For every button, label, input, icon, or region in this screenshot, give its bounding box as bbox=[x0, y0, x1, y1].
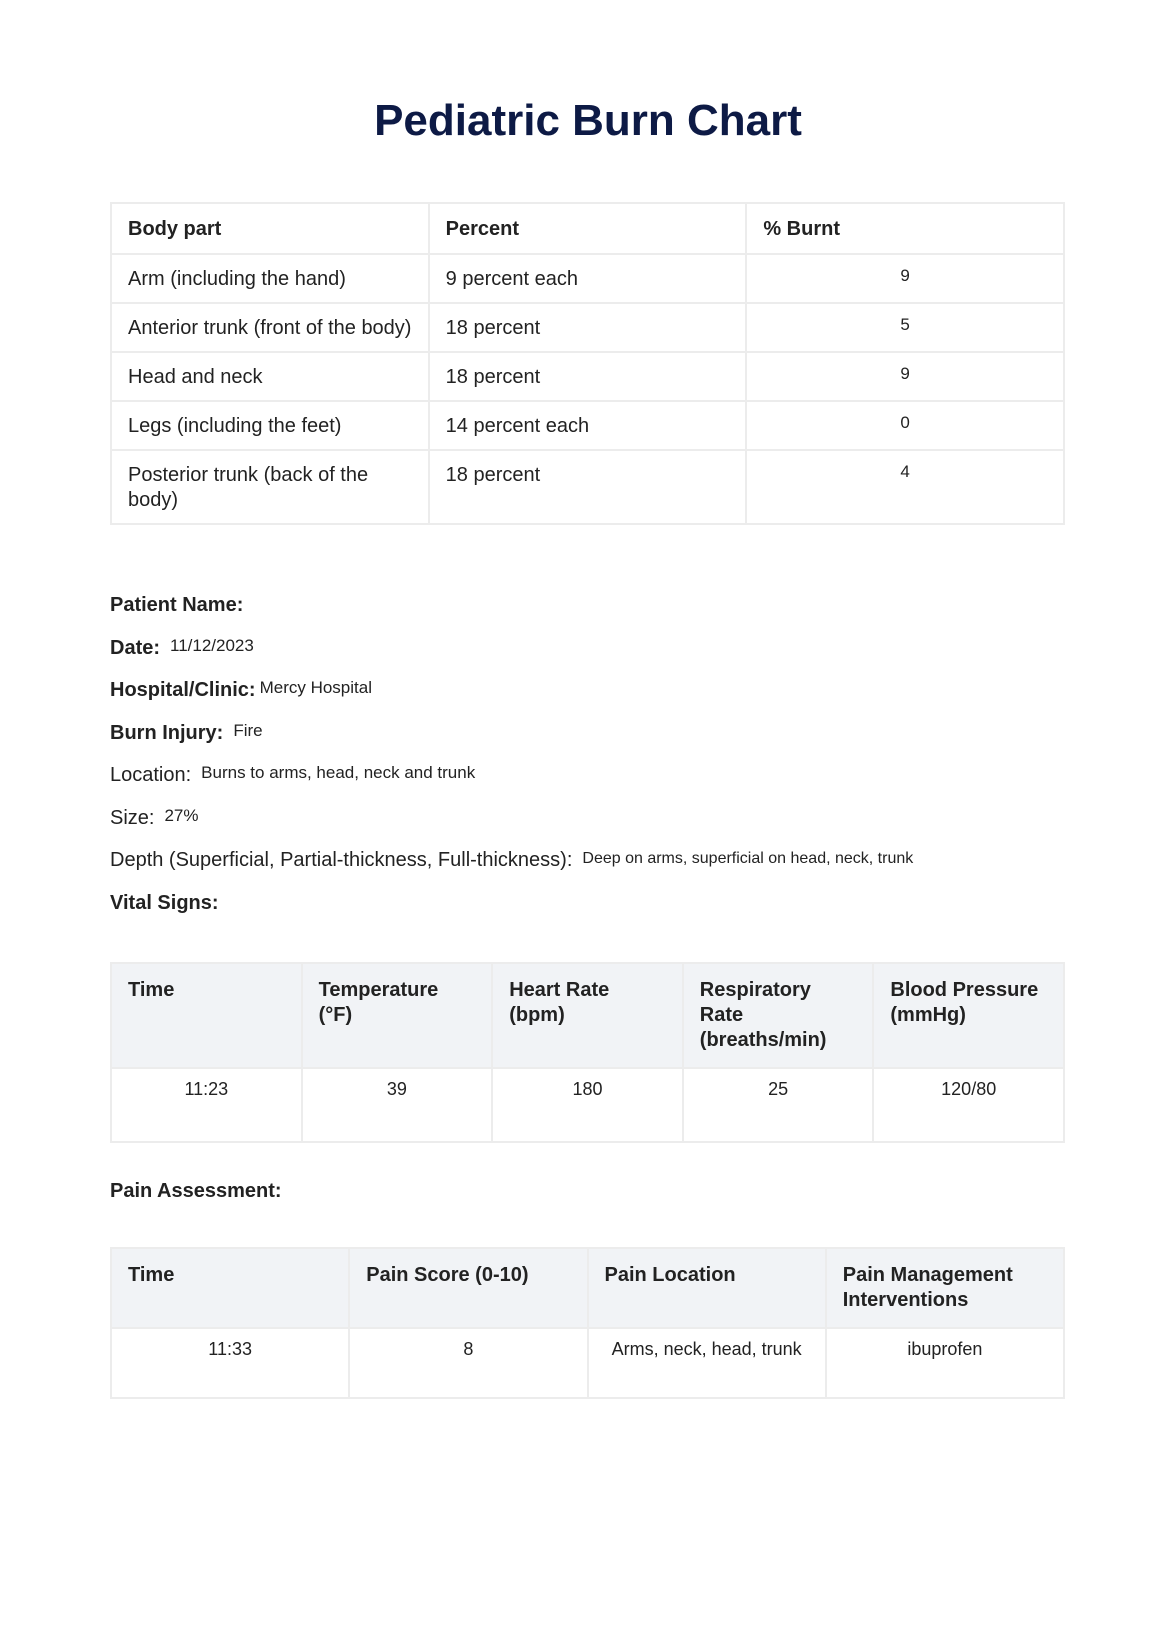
burnt-cell[interactable]: 4 bbox=[746, 450, 1064, 524]
burnt-cell[interactable]: 5 bbox=[746, 303, 1064, 352]
table-row bbox=[111, 254, 1064, 303]
vital-signs-heading: Vital Signs: bbox=[110, 891, 219, 914]
header-body-part: Body part bbox=[111, 203, 429, 254]
table-header-row bbox=[111, 963, 1064, 1068]
percent-cell: 9 percent each bbox=[429, 254, 747, 303]
field-label: Date: bbox=[110, 636, 161, 659]
field-label: Hospital/Clinic: bbox=[110, 679, 256, 701]
field-value[interactable]: Burns to arms, head, neck and trunk bbox=[201, 763, 476, 782]
field-depth bbox=[110, 849, 913, 892]
percent-cell: 18 percent bbox=[429, 352, 747, 401]
header-temperature: Temperature (°F) bbox=[302, 963, 493, 1068]
time-cell[interactable]: 11:23 bbox=[111, 1068, 302, 1142]
field-label: Size: bbox=[110, 806, 155, 829]
field-size bbox=[110, 807, 913, 850]
field-label: Location: bbox=[110, 764, 192, 786]
heart-rate-cell[interactable]: 180 bbox=[492, 1068, 683, 1142]
pain-assessment-table bbox=[110, 1247, 1065, 1399]
body-part-cell: Legs (including the feet) bbox=[111, 401, 429, 450]
field-burn-injury bbox=[110, 722, 913, 765]
time-cell[interactable]: 11:33 bbox=[111, 1328, 349, 1398]
field-value[interactable]: Fire bbox=[233, 720, 263, 740]
percent-cell: 14 percent each bbox=[429, 401, 747, 450]
blood-pressure-cell[interactable]: 120/80 bbox=[873, 1068, 1064, 1142]
table-row bbox=[111, 352, 1064, 401]
burnt-cell[interactable]: 9 bbox=[746, 352, 1064, 401]
page-title: Pediatric Burn Chart bbox=[374, 96, 802, 145]
percent-cell: 18 percent bbox=[429, 303, 747, 352]
header-heart-rate: Heart Rate (bpm) bbox=[492, 963, 683, 1068]
field-vital-signs bbox=[110, 892, 913, 935]
field-label: Patient Name: bbox=[110, 594, 244, 616]
body-part-cell: Posterior trunk (back of the body) bbox=[111, 450, 429, 524]
body-part-cell: Arm (including the hand) bbox=[111, 254, 429, 303]
header-pain-score: Pain Score (0-10) bbox=[349, 1248, 587, 1328]
field-date bbox=[110, 637, 913, 680]
body-part-table bbox=[110, 202, 1065, 525]
header-percent: Percent bbox=[429, 203, 747, 254]
pain-assessment-heading: Pain Assessment: bbox=[110, 1180, 282, 1202]
header-burnt: % Burnt bbox=[746, 203, 1064, 254]
table-row bbox=[111, 1328, 1064, 1398]
patient-fields bbox=[110, 594, 913, 934]
field-value[interactable]: Mercy Hospital bbox=[259, 678, 372, 697]
field-label: Depth (Superficial, Partial-thickness, Full-thickness): bbox=[110, 849, 573, 871]
field-value[interactable]: 27% bbox=[164, 805, 199, 825]
header-blood-pressure: Blood Pressure (mmHg) bbox=[873, 963, 1064, 1068]
table-row bbox=[111, 401, 1064, 450]
burnt-cell[interactable]: 9 bbox=[746, 254, 1064, 303]
table-header-row bbox=[111, 203, 1064, 254]
pain-location-cell[interactable]: Arms, neck, head, trunk bbox=[588, 1328, 826, 1398]
header-pain-location: Pain Location bbox=[588, 1248, 826, 1328]
percent-cell: 18 percent bbox=[429, 450, 747, 524]
pain-management-cell[interactable]: ibuprofen bbox=[826, 1328, 1064, 1398]
respiratory-rate-cell[interactable]: 25 bbox=[683, 1068, 874, 1142]
table-row bbox=[111, 303, 1064, 352]
table-row bbox=[111, 450, 1064, 524]
field-hospital bbox=[110, 679, 913, 722]
table-header-row bbox=[111, 1248, 1064, 1328]
field-location bbox=[110, 764, 913, 807]
field-patient-name bbox=[110, 594, 913, 637]
temperature-cell[interactable]: 39 bbox=[302, 1068, 493, 1142]
vital-signs-table bbox=[110, 962, 1065, 1143]
header-respiratory-rate: Respiratory Rate (breaths/min) bbox=[683, 963, 874, 1068]
body-part-cell: Head and neck bbox=[111, 352, 429, 401]
burnt-cell[interactable]: 0 bbox=[746, 401, 1064, 450]
field-value[interactable]: 11/12/2023 bbox=[170, 635, 254, 655]
pain-score-cell[interactable]: 8 bbox=[349, 1328, 587, 1398]
header-pain-management: Pain Management Interventions bbox=[826, 1248, 1064, 1328]
header-time: Time bbox=[111, 1248, 349, 1328]
table-row bbox=[111, 1068, 1064, 1142]
body-part-cell: Anterior trunk (front of the body) bbox=[111, 303, 429, 352]
field-value[interactable]: Deep on arms, superficial on head, neck, trunk bbox=[582, 850, 914, 867]
header-time: Time bbox=[111, 963, 302, 1068]
field-label: Burn Injury: bbox=[110, 721, 224, 744]
